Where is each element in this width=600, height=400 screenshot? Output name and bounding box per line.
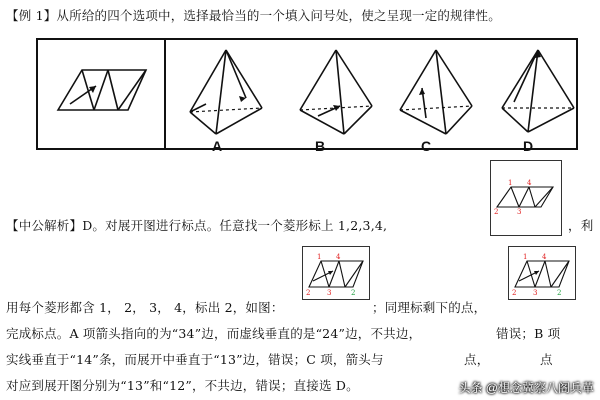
analysis-line-5: 对应到展开图分别为“13”和“12”，不共边，错误；直接选 D。 — [6, 378, 359, 393]
fig2-label-2: 2 — [306, 289, 311, 297]
option-a-pyramid — [186, 46, 266, 142]
labeled-net-2-svg — [303, 247, 369, 299]
analysis-line-1a: 【中公解析】D。对展开图进行标点。任意找一个菱形标上 1,2,3,4, — [6, 218, 388, 233]
analysis-line-1b: ，利 — [568, 218, 594, 233]
labeled-net-1 — [490, 160, 562, 236]
analysis-line-3: 完成标点。A 项箭头指向的为“34”边，而虚线垂直的是“24”边，不共边， — [6, 326, 422, 341]
option-d-label: D — [523, 138, 534, 154]
fig1-label-1: 1 — [508, 179, 513, 187]
figure-strip — [36, 38, 578, 150]
labeled-net-2 — [302, 246, 370, 300]
fig2-label-4: 4 — [336, 253, 341, 261]
fig2-label-1: 1 — [317, 253, 322, 261]
option-a-label: A — [212, 138, 223, 154]
strip-divider — [164, 40, 166, 148]
option-b-pyramid — [296, 46, 376, 142]
option-c-pyramid — [396, 46, 476, 142]
analysis-overlay-2: 点， — [464, 352, 490, 367]
labeled-net-3-svg — [509, 247, 575, 299]
watermark: 头条 @想念冀察八阁兵革 — [458, 381, 594, 395]
option-b-label: B — [315, 138, 326, 154]
fig2-label-3: 3 — [327, 289, 332, 297]
fig1-label-3: 3 — [517, 208, 522, 216]
fig3-label-1: 1 — [523, 253, 528, 261]
analysis-overlay-1: 错误；B 项 — [496, 326, 561, 341]
fig3-label-4: 4 — [542, 253, 547, 261]
fig3-label-3: 3 — [533, 289, 538, 297]
question-text: 【例 1】从所给的四个选项中，选择最恰当的一个填入问号处，使之呈现一定的规律性。 — [6, 8, 501, 23]
option-d-pyramid — [498, 46, 578, 142]
fig3-label-2b: 2 — [557, 289, 562, 297]
option-c-label: C — [421, 138, 432, 154]
fig1-label-2: 2 — [494, 208, 499, 216]
analysis-overlay-3: 点 — [540, 352, 553, 367]
analysis-line-2b: ；同理标剩下的点， — [372, 300, 487, 315]
fig3-label-2: 2 — [512, 289, 517, 297]
labeled-net-3 — [508, 246, 576, 300]
fig1-label-4: 4 — [527, 179, 532, 187]
analysis-line-4: 实线垂直于“14”条，而展开中垂直于“13”边，错误；C 项，箭头与 — [6, 352, 384, 367]
analysis-line-2a: 用每个菱形都含 1， 2， 3， 4，标出 2，如图： — [6, 300, 284, 315]
unfolded-net-figure — [56, 64, 156, 114]
fig2-label-2b: 2 — [351, 289, 356, 297]
labeled-net-1-svg — [491, 161, 561, 235]
